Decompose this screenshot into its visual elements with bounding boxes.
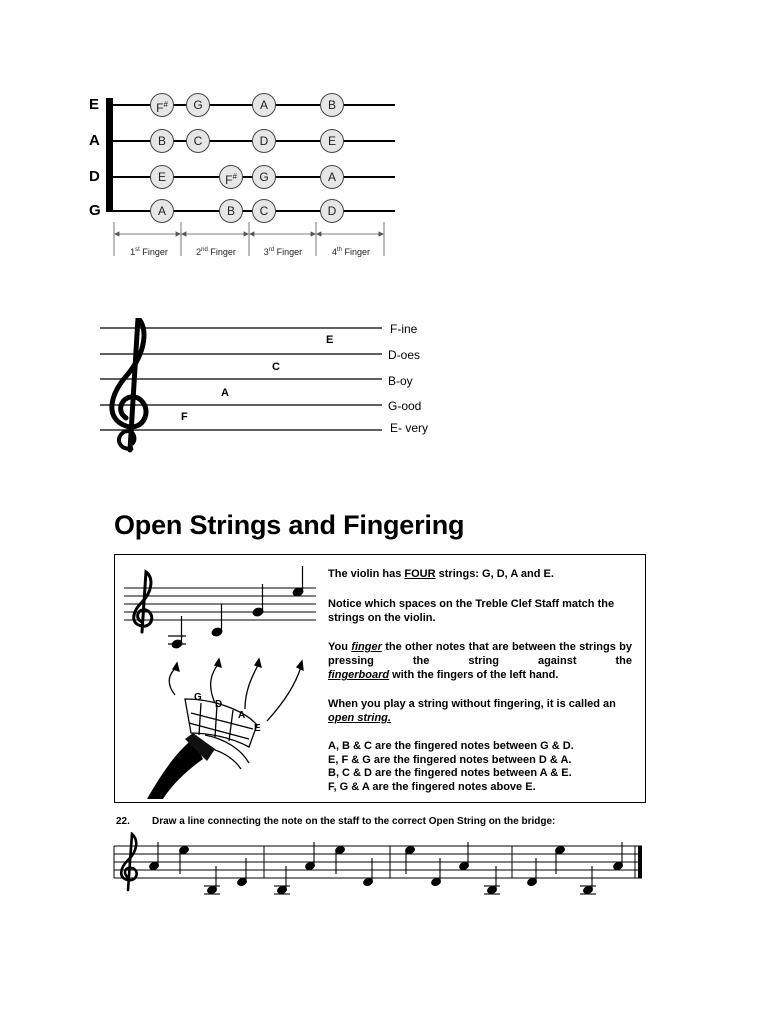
space-note-e: E <box>326 334 334 346</box>
list-item: F, G & A are the fingered notes above E. <box>328 780 536 793</box>
exercise-instruction: Draw a line connecting the note on the staff to the correct Open String on the bridge: <box>152 816 556 827</box>
string-label-a: A <box>89 132 100 149</box>
bridge-label-g: G <box>194 692 202 703</box>
exercise-notes <box>149 842 624 895</box>
exercise-staff <box>112 832 646 898</box>
space-note-f: F <box>181 411 188 423</box>
list-item: E, F & G are the fingered notes between D & A. <box>328 753 572 766</box>
mnemonic-fine: F-ine <box>390 322 418 336</box>
note-circle: B <box>219 199 243 223</box>
space-note-c: C <box>272 361 280 373</box>
note-circle: E <box>320 129 344 153</box>
para-open-string: When you play a string without fingering, it is called an open string. <box>328 698 616 724</box>
note-circle: F# <box>219 165 243 189</box>
mnemonic-every: E- very <box>390 421 429 435</box>
finger-label-4: 4th Finger <box>331 247 371 257</box>
note-circle: A <box>320 165 344 189</box>
finger-label-1: 1st Finger <box>130 247 168 257</box>
string-label-e: E <box>89 96 100 113</box>
note-circle: F# <box>150 93 174 117</box>
note-circle: A <box>252 93 276 117</box>
note-circle: G <box>252 165 276 189</box>
string-label-d: D <box>89 168 100 185</box>
note-circle: E <box>150 165 174 189</box>
bridge-label-d: D <box>215 699 223 710</box>
mnemonic-good: G-ood <box>388 399 422 413</box>
finger-label-2: 2nd Finger <box>196 247 236 257</box>
note-circle: B <box>320 93 344 117</box>
mnemonic-boy: B-oy <box>388 374 413 388</box>
open-string-notes <box>168 566 304 649</box>
list-item: B, C & D are the fingered notes between A & E. <box>328 767 572 779</box>
section-heading: Open Strings and Fingering <box>114 510 465 540</box>
note-circle: C <box>252 199 276 223</box>
para-notice: Notice which spaces on the Treble Clef Staff match the strings on the violin. <box>328 598 615 624</box>
fingered-notes-list <box>328 740 632 794</box>
treble-clef-icon <box>134 572 152 632</box>
note-circle: C <box>186 129 210 153</box>
string-label-g: G <box>89 202 101 219</box>
para-four-strings: The violin has FOUR strings: G, D, A and E. <box>328 568 554 580</box>
open-strings-staff <box>120 566 320 660</box>
exercise-number: 22. <box>116 816 130 827</box>
note-circle: B <box>150 129 174 153</box>
para-finger: You finger the other notes that are between the strings by pressing the string against the fingerboard with the fingers of the left hand. <box>328 641 633 681</box>
note-circle: A <box>150 199 174 223</box>
finger-label-3: 3rd Finger <box>263 247 303 257</box>
space-note-a: A <box>221 387 229 399</box>
note-circle: D <box>252 129 276 153</box>
mnemonic-does: D-oes <box>388 348 421 362</box>
list-item: A, B & C are the fingered notes between G & D. <box>328 740 574 752</box>
note-circle: G <box>186 93 210 117</box>
bridge-label-e: E <box>254 723 261 734</box>
nut-bar <box>106 98 113 212</box>
bridge-label-a: A <box>238 710 246 721</box>
staff-lines <box>100 318 390 470</box>
note-circle: D <box>320 199 344 223</box>
violin-bridge-illustration <box>145 655 315 800</box>
